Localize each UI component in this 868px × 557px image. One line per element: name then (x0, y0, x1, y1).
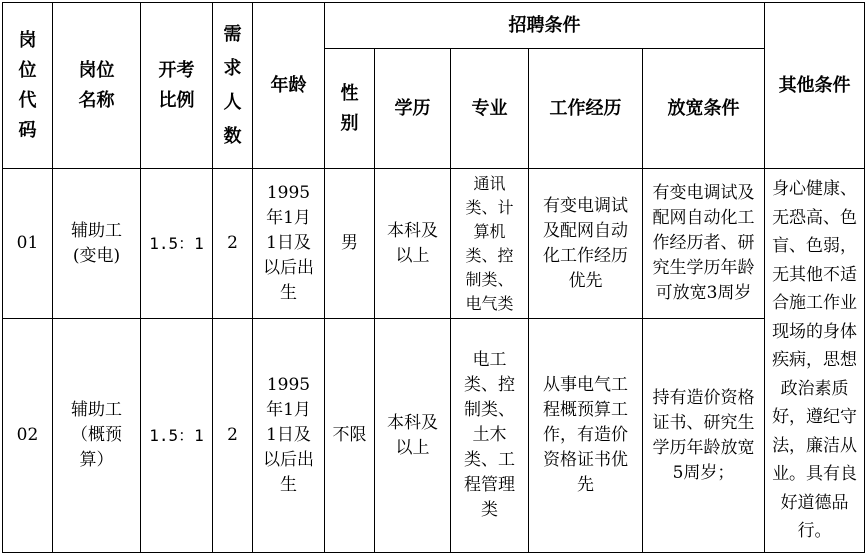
age-cell: 1995年1月1日及以后出生 (253, 319, 325, 553)
major-cell: 通讯类、计算机类、控制类、电气类 (451, 169, 529, 319)
headcount-cell: 2 (213, 169, 253, 319)
other-conditions-cell: 身心健康、无恐高、色盲、色弱，无其他不适合施工作业现场的身体疾病，思想政治素质好，遵纪守法，廉洁从业。具有良好道德品行。 (765, 169, 865, 553)
header-position-name: 岗位名称 (53, 3, 141, 169)
header-exam-ratio: 开考比例 (141, 3, 213, 169)
gender-cell: 不限 (325, 319, 375, 553)
header-age: 年龄 (253, 3, 325, 169)
table-row (3, 169, 865, 319)
header-position-code: 岗位代码 (3, 3, 53, 169)
exam-ratio-cell: 1.5：1 (141, 319, 213, 553)
position-name-cell: 辅助工(变电) (53, 169, 141, 319)
work-experience-cell: 有变电调试及配网自动化工作经历优先 (529, 169, 643, 319)
header-headcount: 需求人数 (213, 3, 253, 169)
position-code-cell: 02 (3, 319, 53, 553)
major-cell: 电工类、控制类、土木类、工程管理类 (451, 319, 529, 553)
gender-cell: 男 (325, 169, 375, 319)
headcount-cell: 2 (213, 319, 253, 553)
relaxed-conditions-cell: 持有造价资格证书、研究生学历年龄放宽5周岁； (643, 319, 765, 553)
header-education: 学历 (375, 49, 451, 169)
header-relaxed-conditions: 放宽条件 (643, 49, 765, 169)
header-row-1 (3, 3, 865, 49)
education-cell: 本科及以上 (375, 169, 451, 319)
position-name-cell: 辅助工（概预算） (53, 319, 141, 553)
recruitment-table (2, 2, 865, 553)
relaxed-conditions-cell: 有变电调试及配网自动化工作经历者、研究生学历年龄可放宽3周岁 (643, 169, 765, 319)
education-cell: 本科及以上 (375, 319, 451, 553)
header-other-conditions: 其他条件 (765, 3, 865, 169)
table-row (3, 319, 865, 553)
header-major: 专业 (451, 49, 529, 169)
header-work-experience: 工作经历 (529, 49, 643, 169)
work-experience-cell: 从事电气工程概预算工作，有造价资格证书优先 (529, 319, 643, 553)
position-code-cell: 01 (3, 169, 53, 319)
age-cell: 1995年1月1日及以后出生 (253, 169, 325, 319)
header-recruitment-conditions: 招聘条件 (325, 3, 765, 49)
exam-ratio-cell: 1.5：1 (141, 169, 213, 319)
header-gender: 性别 (325, 49, 375, 169)
